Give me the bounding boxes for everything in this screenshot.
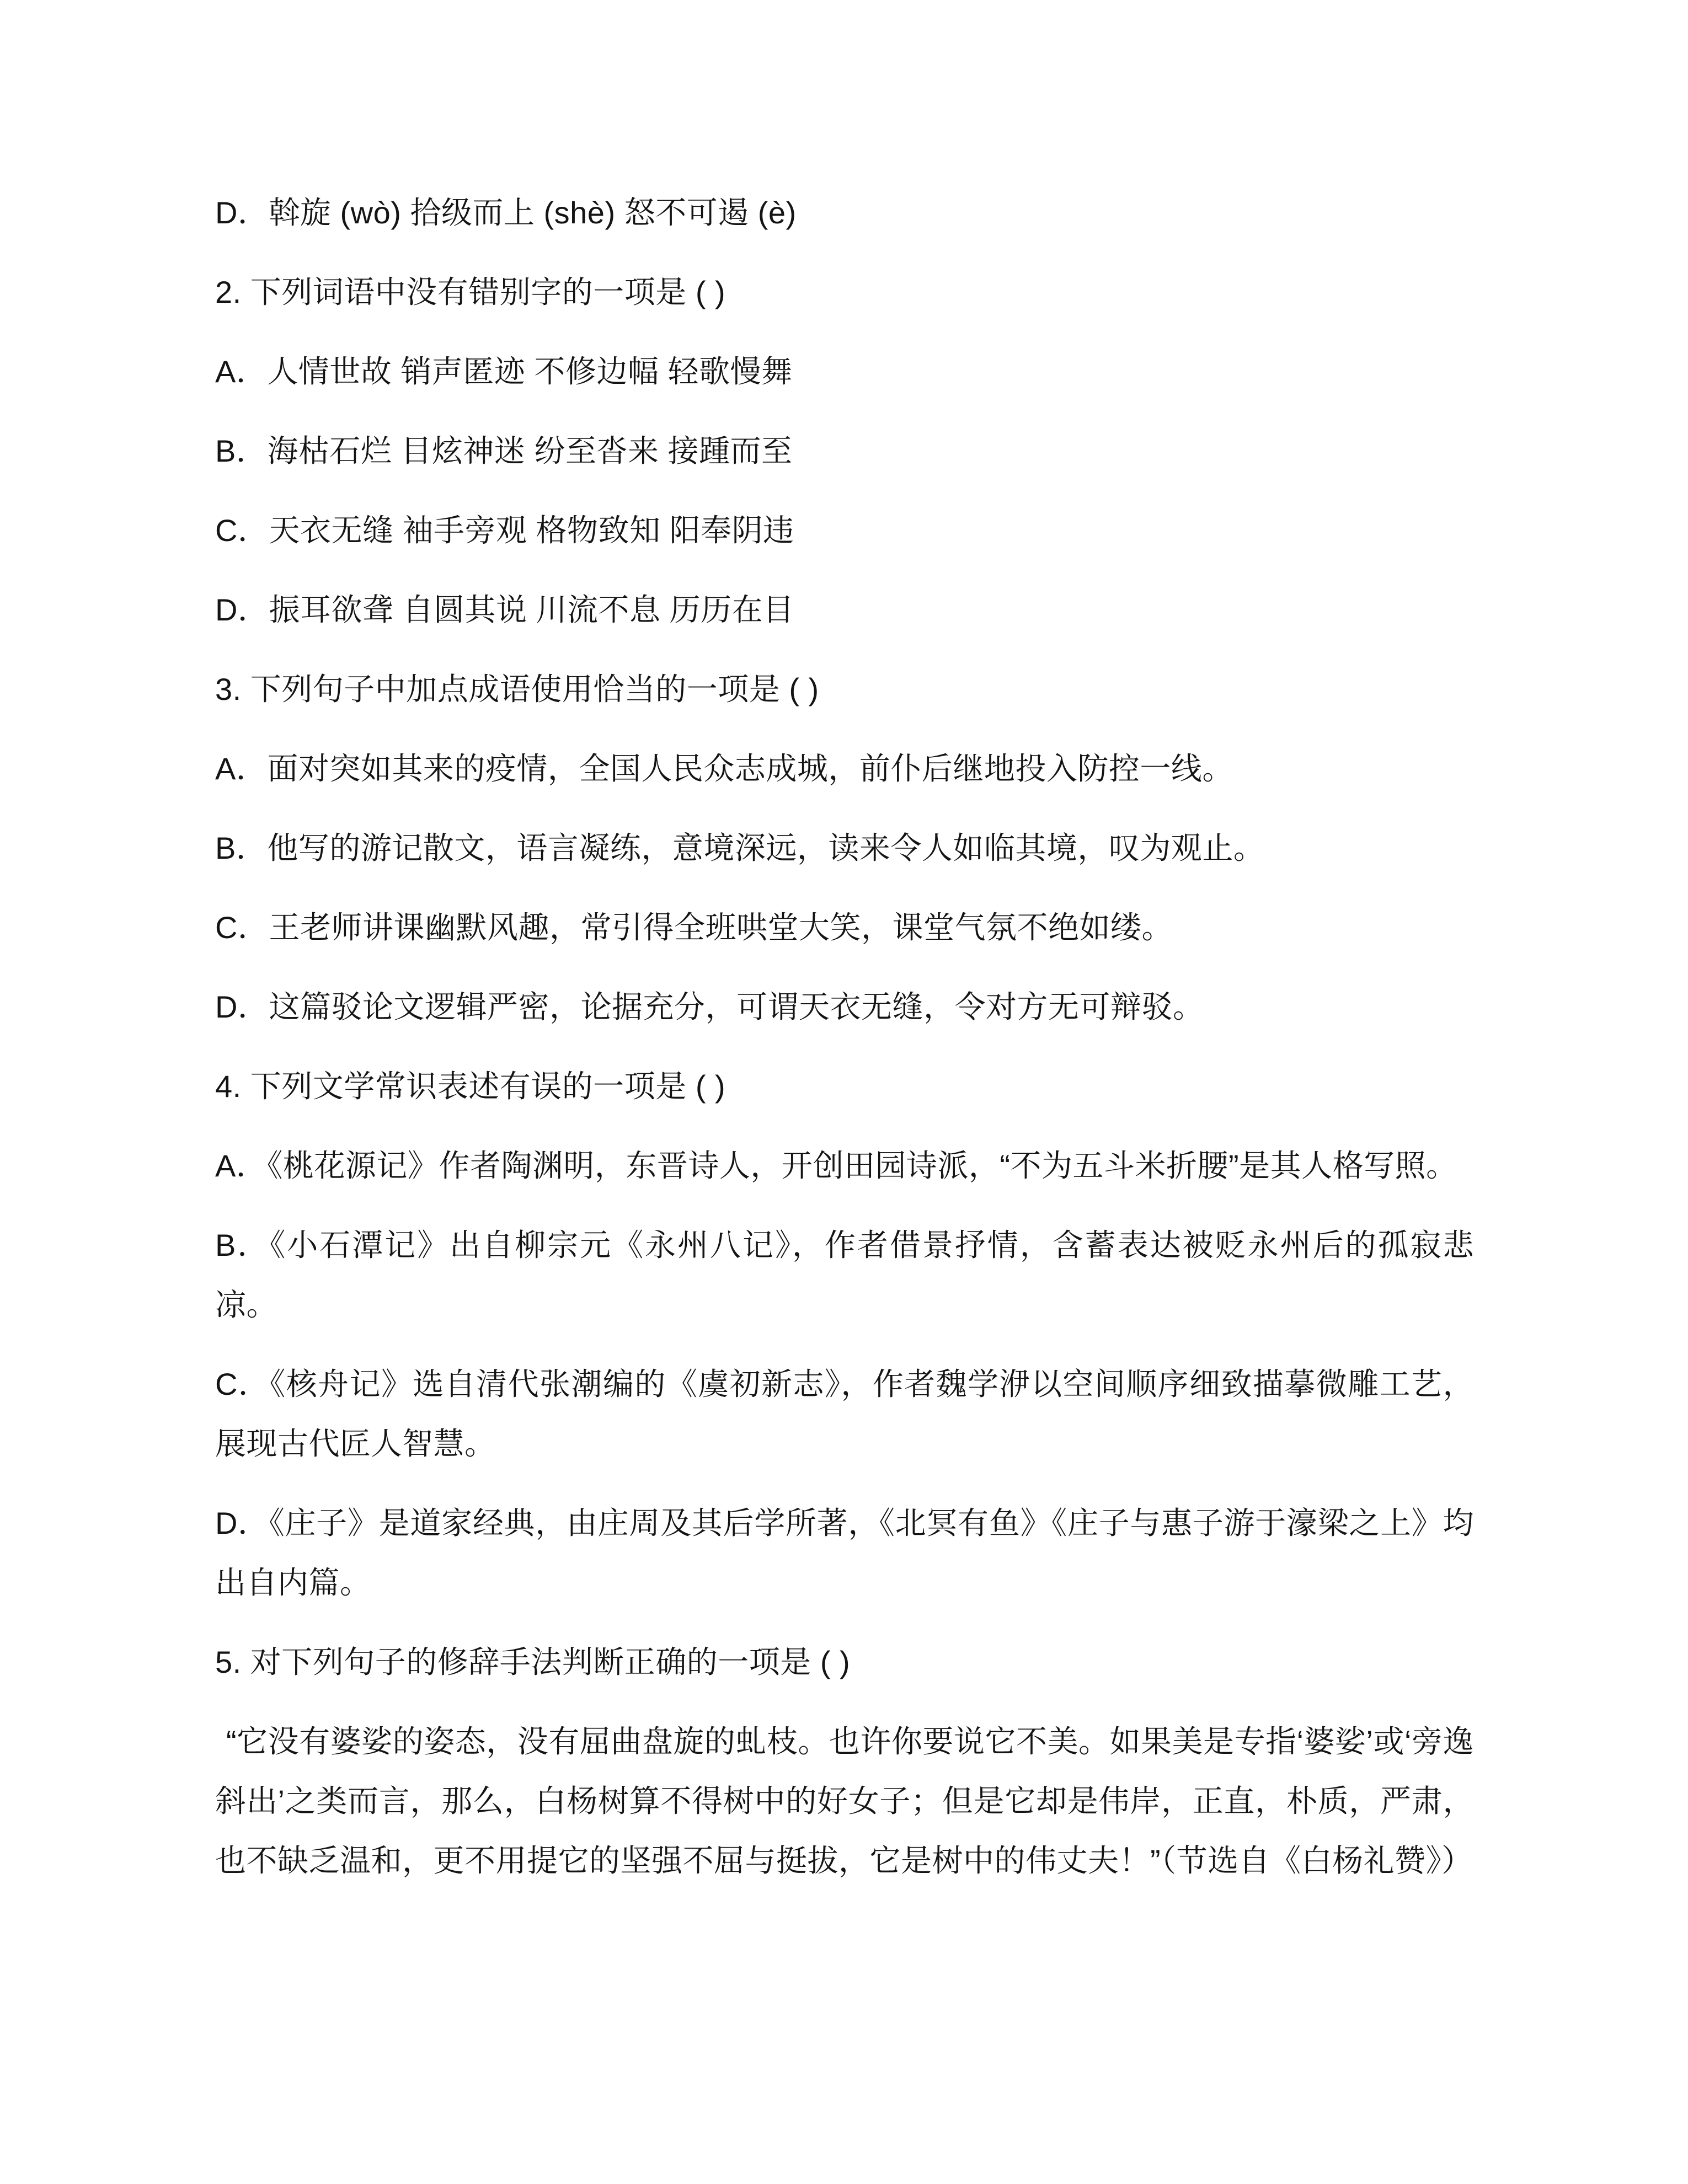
- q2-option-c: C．天衣无缝 袖手旁观 格物致知 阳奉阴违: [215, 513, 794, 548]
- question-5-stem: 5. 对下列句子的修辞手法判断正确的一项是 ( ): [215, 1645, 851, 1679]
- q2-option-b: B．海枯石烂 目炫神迷 纷至沓来 接踵而至: [215, 433, 793, 468]
- q5-quote-passage: “它没有婆娑的姿态，没有屈曲盘旋的虬枝。也许你要说它不美。如果美是专指‘婆娑’或‘旁逸斜出’之类而言，那么，白杨树算不得树中的好女子；但是它却是伟岸，正直，朴质，严肃，也不缺乏温和，更不用提它的坚强不屈与挺拔，它是树中的伟丈夫！”（节选自《白杨礼赞》）: [215, 1724, 1474, 1878]
- question-4-stem: 4. 下列文学常识表述有误的一项是 ( ): [215, 1069, 726, 1104]
- question-2-stem: 2. 下列词语中没有错别字的一项是 ( ): [215, 275, 726, 309]
- q2-option-a: A．人情世故 销声匿迹 不修边幅 轻歌慢舞: [215, 354, 793, 389]
- q4-option-b: B．《小石潭记》出自柳宗元《永州八记》，作者借景抒情，含蓄表达被贬永州后的孤寂悲凉。: [215, 1228, 1474, 1322]
- q3-option-b: B．他写的游记散文，语言凝练，意境深远，读来令人如临其境，叹为观止。: [215, 831, 1265, 865]
- q4-option-d: D．《庄子》是道家经典，由庄周及其后学所著，《北冥有鱼》《庄子与惠子游于濠梁之上》均出自内篇。: [215, 1506, 1474, 1600]
- q4-option-c: C．《核舟记》选自清代张潮编的《虞初新志》，作者魏学洢以空间顺序细致描摹微雕工艺，展现古代匠人智慧。: [215, 1367, 1474, 1461]
- q3-option-c: C．王老师讲课幽默风趣，常引得全班哄堂大笑，课堂气氛不绝如缕。: [215, 910, 1173, 945]
- q1-option-d: D．斡旋 (wò) 拾级而上 (shè) 怒不可遏 (è): [215, 195, 797, 230]
- q3-option-d: D．这篇驳论文逻辑严密，论据充分，可谓天衣无缝，令对方无可辩驳。: [215, 989, 1204, 1024]
- question-3-stem: 3. 下列句子中加点成语使用恰当的一项是 ( ): [215, 672, 819, 706]
- q4-option-a: A．《桃花源记》作者陶渊明，东晋诗人，开创田园诗派，“不为五斗米折腰”是其人格写照。: [215, 1148, 1457, 1183]
- q3-option-a: A．面对突如其来的疫情，全国人民众志成城，前仆后继地投入防控一线。: [215, 751, 1233, 786]
- exam-body: [215, 183, 1474, 1891]
- q2-option-d: D．振耳欲聋 自圆其说 川流不息 历历在目: [215, 592, 794, 627]
